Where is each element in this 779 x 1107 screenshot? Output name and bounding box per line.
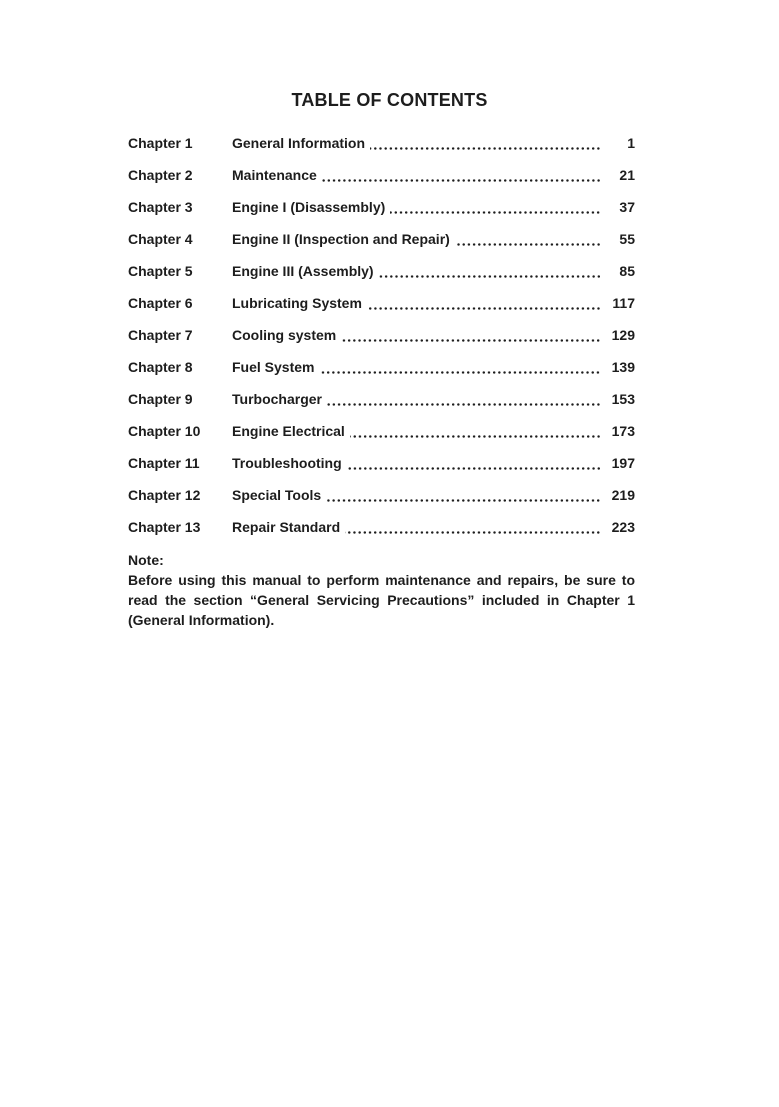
toc-dot-leader <box>327 403 601 406</box>
toc-dot-leader <box>347 467 601 470</box>
toc-entry-page: 1 <box>627 135 635 151</box>
toc-entry-page: 129 <box>611 327 635 343</box>
toc-entry <box>128 415 635 447</box>
toc-entry-chapter: Chapter 6 <box>128 295 193 311</box>
toc-entry-chapter: Chapter 2 <box>128 167 193 183</box>
toc-entry-chapter: Chapter 7 <box>128 327 193 343</box>
toc-entry <box>128 223 635 255</box>
toc-entry-page: 55 <box>619 231 635 247</box>
toc-entry <box>128 287 635 319</box>
toc-entry-chapter: Chapter 10 <box>128 423 201 439</box>
toc-entry-title: Engine II (Inspection and Repair) <box>232 231 450 247</box>
toc-entry <box>128 255 635 287</box>
page-title: TABLE OF CONTENTS <box>291 90 488 110</box>
toc-entry-page: 85 <box>619 263 635 279</box>
toc-entry <box>128 159 635 191</box>
toc-entry-page: 197 <box>611 455 635 471</box>
toc-dot-leader <box>379 275 601 278</box>
toc-entry-title: Maintenance <box>232 167 317 183</box>
toc-entry-page: 139 <box>611 359 635 375</box>
toc-entry-page: 37 <box>619 199 635 215</box>
note-line-2: read the section “General Servicing Precautions” included in Chapter 1 <box>128 592 635 608</box>
toc-dot-leader <box>341 339 601 342</box>
toc-entry-page: 223 <box>611 519 635 535</box>
toc-entry-title: Troubleshooting <box>232 455 342 471</box>
toc-dot-leader <box>367 307 601 310</box>
toc-entry-chapter: Chapter 4 <box>128 231 193 247</box>
toc-entry <box>128 511 635 543</box>
toc-entry-page: 153 <box>611 391 635 407</box>
note-line-1: Before using this manual to perform maintenance and repairs, be sure to <box>128 572 635 588</box>
toc-entry-chapter: Chapter 11 <box>128 455 200 471</box>
toc-list <box>128 127 635 543</box>
toc-entry-chapter: Chapter 12 <box>128 487 201 503</box>
toc-entry-chapter: Chapter 1 <box>128 135 193 151</box>
toc-dot-leader <box>350 435 601 438</box>
toc-entry-title: Special Tools <box>232 487 322 503</box>
toc-entry <box>128 447 635 479</box>
note-section <box>128 550 635 630</box>
toc-entry-title: Fuel System <box>232 359 315 375</box>
toc-entry-title: Engine III (Assembly) <box>232 263 374 279</box>
toc-entry-chapter: Chapter 5 <box>128 263 193 279</box>
toc-dot-leader <box>345 531 601 534</box>
note-label: Note: <box>128 552 164 568</box>
toc-entry-title: Cooling system <box>232 327 337 343</box>
toc-entry <box>128 479 635 511</box>
toc-dot-leader <box>326 499 601 502</box>
toc-entry-title: Repair Standard <box>232 519 341 535</box>
toc-entry-page: 173 <box>611 423 635 439</box>
toc-dot-leader <box>455 243 601 246</box>
toc-entry <box>128 191 635 223</box>
toc-entry-chapter: Chapter 3 <box>128 199 193 215</box>
toc-dot-leader <box>390 211 601 214</box>
toc-entry-page: 21 <box>619 167 635 183</box>
toc-entry <box>128 319 635 351</box>
note-line-3: (General Information). <box>128 612 275 628</box>
toc-entry-page: 219 <box>611 487 635 503</box>
toc-entry <box>128 383 635 415</box>
toc-entry-title: Turbocharger <box>232 391 322 407</box>
toc-entry-chapter: Chapter 9 <box>128 391 193 407</box>
toc-entry <box>128 351 635 383</box>
toc-entry-title: Lubricating System <box>232 295 362 311</box>
toc-entry-title: Engine Electrical <box>232 423 345 439</box>
toc-dot-leader <box>322 179 601 182</box>
toc-entry-chapter: Chapter 8 <box>128 359 193 375</box>
toc-dot-leader <box>319 371 601 374</box>
toc-entry-title: Engine I (Disassembly) <box>232 199 386 215</box>
toc-entry-title: General Information <box>232 135 366 151</box>
toc-entry-page: 117 <box>612 295 635 311</box>
toc-entry <box>128 127 635 159</box>
toc-entry-chapter: Chapter 13 <box>128 519 201 535</box>
toc-dot-leader <box>370 147 601 150</box>
